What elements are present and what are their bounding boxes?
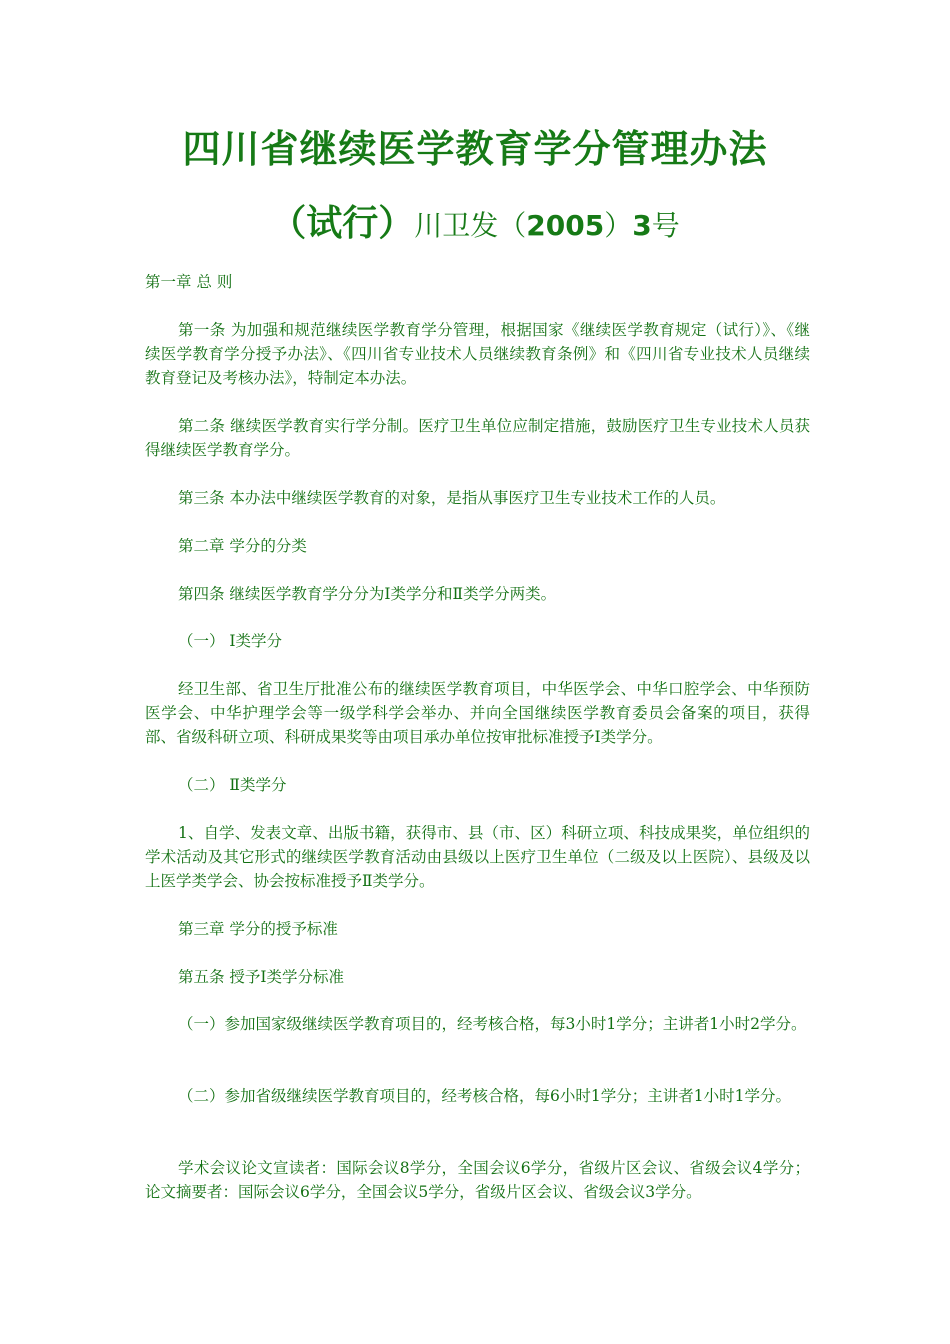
article-5: 第五条 授予Ⅰ类学分标准: [178, 968, 345, 986]
class-1-body: 经卫生部、省卫生厅批准公布的继续医学教育项目，中华医学会、中华口腔学会、中华预防医学会、中华护理学会等一级学科学会举办、并向全国继续医学教育委员会备案的项目，获得部、省级科研立项、科研成果奖等由项目承办单位按审批标准授予Ⅰ类学分。: [145, 680, 810, 746]
chapter-2-heading: 第二章 学分的分类: [178, 537, 307, 555]
subtitle-year: 2005: [526, 209, 605, 242]
chapter-1-heading: 第一章 总 则: [145, 273, 233, 291]
article-5-item-2: （二）参加省级继续医学教育项目的，经考核合格，每6小时1学分；主讲者1小时1学分。: [178, 1087, 791, 1105]
conference-paper-credits: 学术会议论文宣读者：国际会议8学分，全国会议6学分，省级片区会议、省级会议4学分；论文摘要者：国际会议6学分，全国会议5学分，省级片区会议、省级会议3学分。: [145, 1159, 810, 1201]
subtitle-trial: （试行）: [270, 203, 415, 244]
article-5-item-1: （一）参加国家级继续医学教育项目的，经考核合格，每3小时1学分；主讲者1小时2学分。: [178, 1015, 807, 1033]
document-subtitle: [0, 200, 950, 250]
subtitle-suffix: 号: [651, 209, 680, 242]
document-title: 四川省继续医学教育学分管理办法: [182, 127, 768, 171]
article-4: 第四条 继续医学教育学分分为Ⅰ类学分和Ⅱ类学分两类。: [178, 585, 557, 603]
article-2: 第二条 继续医学教育实行学分制。医疗卫生单位应制定措施，鼓励医疗卫生专业技术人员获得继续医学教育学分。: [145, 417, 810, 459]
subtitle-doc-prefix: 川卫发（: [414, 209, 527, 242]
chapter-3-heading: 第三章 学分的授予标准: [178, 920, 338, 938]
class-2-heading: （二） Ⅱ类学分: [178, 776, 287, 794]
subtitle-number: 3: [632, 209, 652, 242]
class-1-heading: （一） Ⅰ类学分: [178, 632, 283, 650]
article-3: 第三条 本办法中继续医学教育的对象，是指从事医疗卫生专业技术工作的人员。: [178, 489, 726, 507]
article-1: 第一条 为加强和规范继续医学教育学分管理，根据国家《继续医学教育规定（试行）》、《继续医学教育学分授予办法》、《四川省专业技术人员继续教育条例》和《四川省专业技术人员继续教育登记及考核办法》，特制定本办法。: [145, 321, 810, 387]
class-2-body: 1、自学、发表文章、出版书籍，获得市、县（市、区）科研立项、科技成果奖，单位组织的学术活动及其它形式的继续医学教育活动由县级以上医疗卫生单位（二级及以上医院）、县级及以上医学类学会、协会按标准授予Ⅱ类学分。: [145, 824, 810, 890]
subtitle-bracket: ）: [604, 209, 633, 242]
